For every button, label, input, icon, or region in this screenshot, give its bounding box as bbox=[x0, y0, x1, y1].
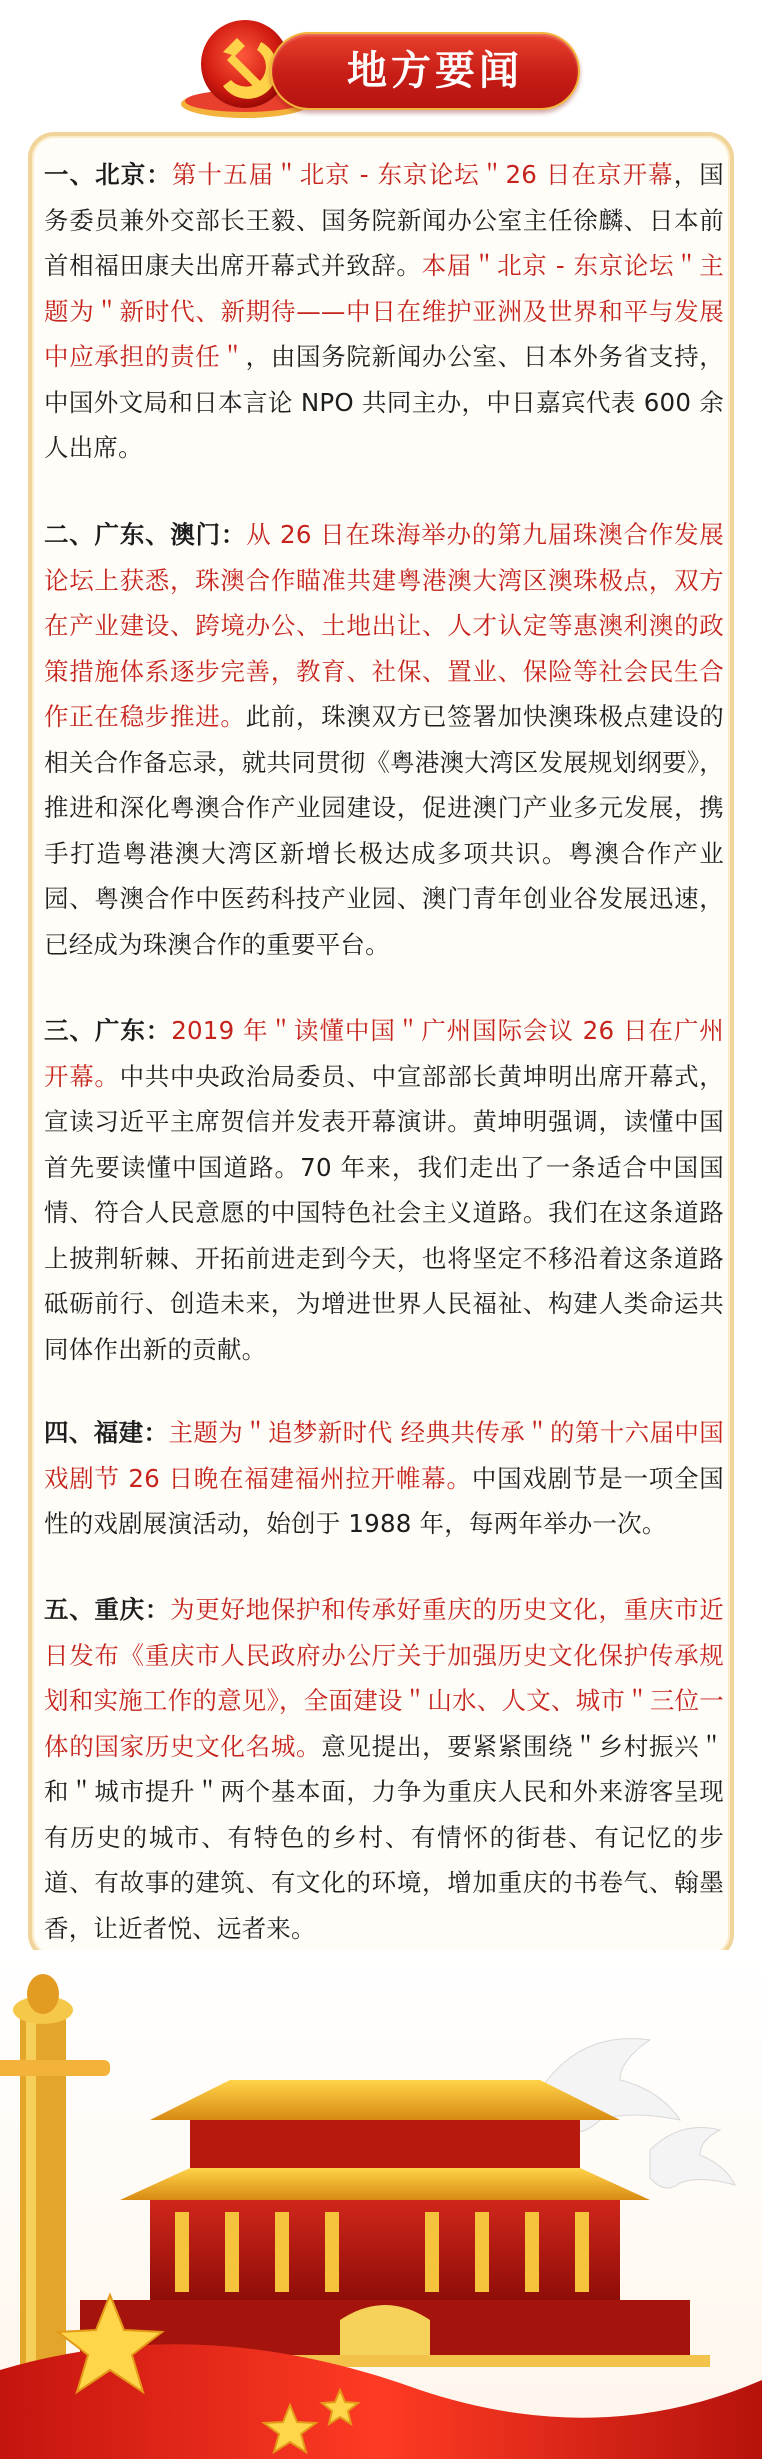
section-text: 中共中央政治局委员、中宣部部长黄坤明出席开幕式，宣读习近平主席贺信并发表开幕演讲。黄坤明强调，读懂中国首先要读懂中国道路。70 年来，我们走出了一条适合中国国情、符合人民意愿的中国特色社会主义道路。我们在这条道路上披荆斩棘、开拓前进走到今天，也将坚定不移沿着这条道路砥砺前行、创造未来，为增进世界人民福祉、构建人类命运共同体作出新的贡献。 bbox=[44, 1061, 724, 1364]
news-section-fujian bbox=[44, 1410, 724, 1547]
section-highlight: 从 26 日在珠海举办的第九届珠澳合作发展论坛上获悉，珠澳合作瞄准共建粤港澳大湾区澳珠极点，双方在产业建设、跨境办公、土地出让、人才认定等惠澳利澳的政策措施体系逐步完善，教育、社保、置业、保险等社会民生合作正在稳步推进。 bbox=[44, 520, 724, 731]
section-text: 中国戏剧节是一项全国性的戏剧展演活动，始创于 1988 年，每两年举办一次。 bbox=[44, 1463, 724, 1538]
news-section-chongqing bbox=[44, 1587, 724, 1951]
news-section-guangdong-macau bbox=[44, 512, 724, 967]
section-text: ，国务委员兼外交部长王毅、国务院新闻办公室主任徐麟、日本前首相福田康夫出席开幕式并致辞。 bbox=[44, 160, 725, 280]
section-heading: 四、福建： bbox=[44, 1418, 169, 1447]
section-heading: 五、重庆： bbox=[44, 1595, 171, 1624]
section-highlight: 第十五届＂北京 - 东京论坛＂26 日在京开幕 bbox=[171, 160, 674, 189]
section-text: ，由国务院新闻办公室、日本外务省支持，中国外文局和日本言论 NPO 共同主办，中日嘉宾代表 600 余人出席。 bbox=[44, 342, 724, 462]
section-highlight: 2019 年＂读懂中国＂广州国际会议 26 日在广州开幕。 bbox=[44, 1016, 724, 1091]
tiananmen-decoration bbox=[0, 1950, 762, 2459]
section-heading: 二、广东、澳门： bbox=[44, 520, 247, 549]
section-highlight: 为更好地保护和传承好重庆的历史文化，重庆市近日发布《重庆市人民政府办公厅关于加强历史文化保护传承规划和实施工作的意见》，全面建设＂山水、人文、城市＂三位一体的国家历史文化名城。 bbox=[44, 1595, 725, 1761]
section-heading: 一、北京： bbox=[44, 160, 172, 189]
section-highlight: 主题为＂追梦新时代 经典共传承＂的第十六届中国戏剧节 26 日晚在福建福州拉开帷幕。 bbox=[44, 1418, 725, 1493]
section-text: 此前，珠澳双方已签署加快澳珠极点建设的相关合作备忘录，就共同贯彻《粤港澳大湾区发展规划纲要》，推进和深化粤澳合作产业园建设，促进澳门产业多元发展，携手打造粤港澳大湾区新增长极达成多项共识。粤澳合作产业园、粤澳合作中医药科技产业园、澳门青年创业谷发展迅速，已经成为珠澳合作的重要平台。 bbox=[44, 702, 724, 959]
section-text: 意见提出，要紧紧围绕＂乡村振兴＂和＂城市提升＂两个基本面，力争为重庆人民和外来游客呈现有历史的城市、有特色的乡村、有情怀的街巷、有记忆的步道、有故事的建筑、有文化的环境，增加重庆的书卷气、翰墨香，让近者悦、远者来。 bbox=[44, 1731, 725, 1943]
section-heading: 三、广东： bbox=[44, 1016, 172, 1045]
page-title: 地方要闻 bbox=[347, 48, 523, 94]
section-highlight: 本届＂北京 - 东京论坛＂主题为＂新时代、新期待——中日在维护亚洲及世界和平与发展中应承担的责任＂ bbox=[44, 251, 725, 371]
news-section-beijing bbox=[44, 152, 724, 471]
header-banner bbox=[0, 0, 762, 135]
news-section-guangdong bbox=[44, 1008, 724, 1372]
